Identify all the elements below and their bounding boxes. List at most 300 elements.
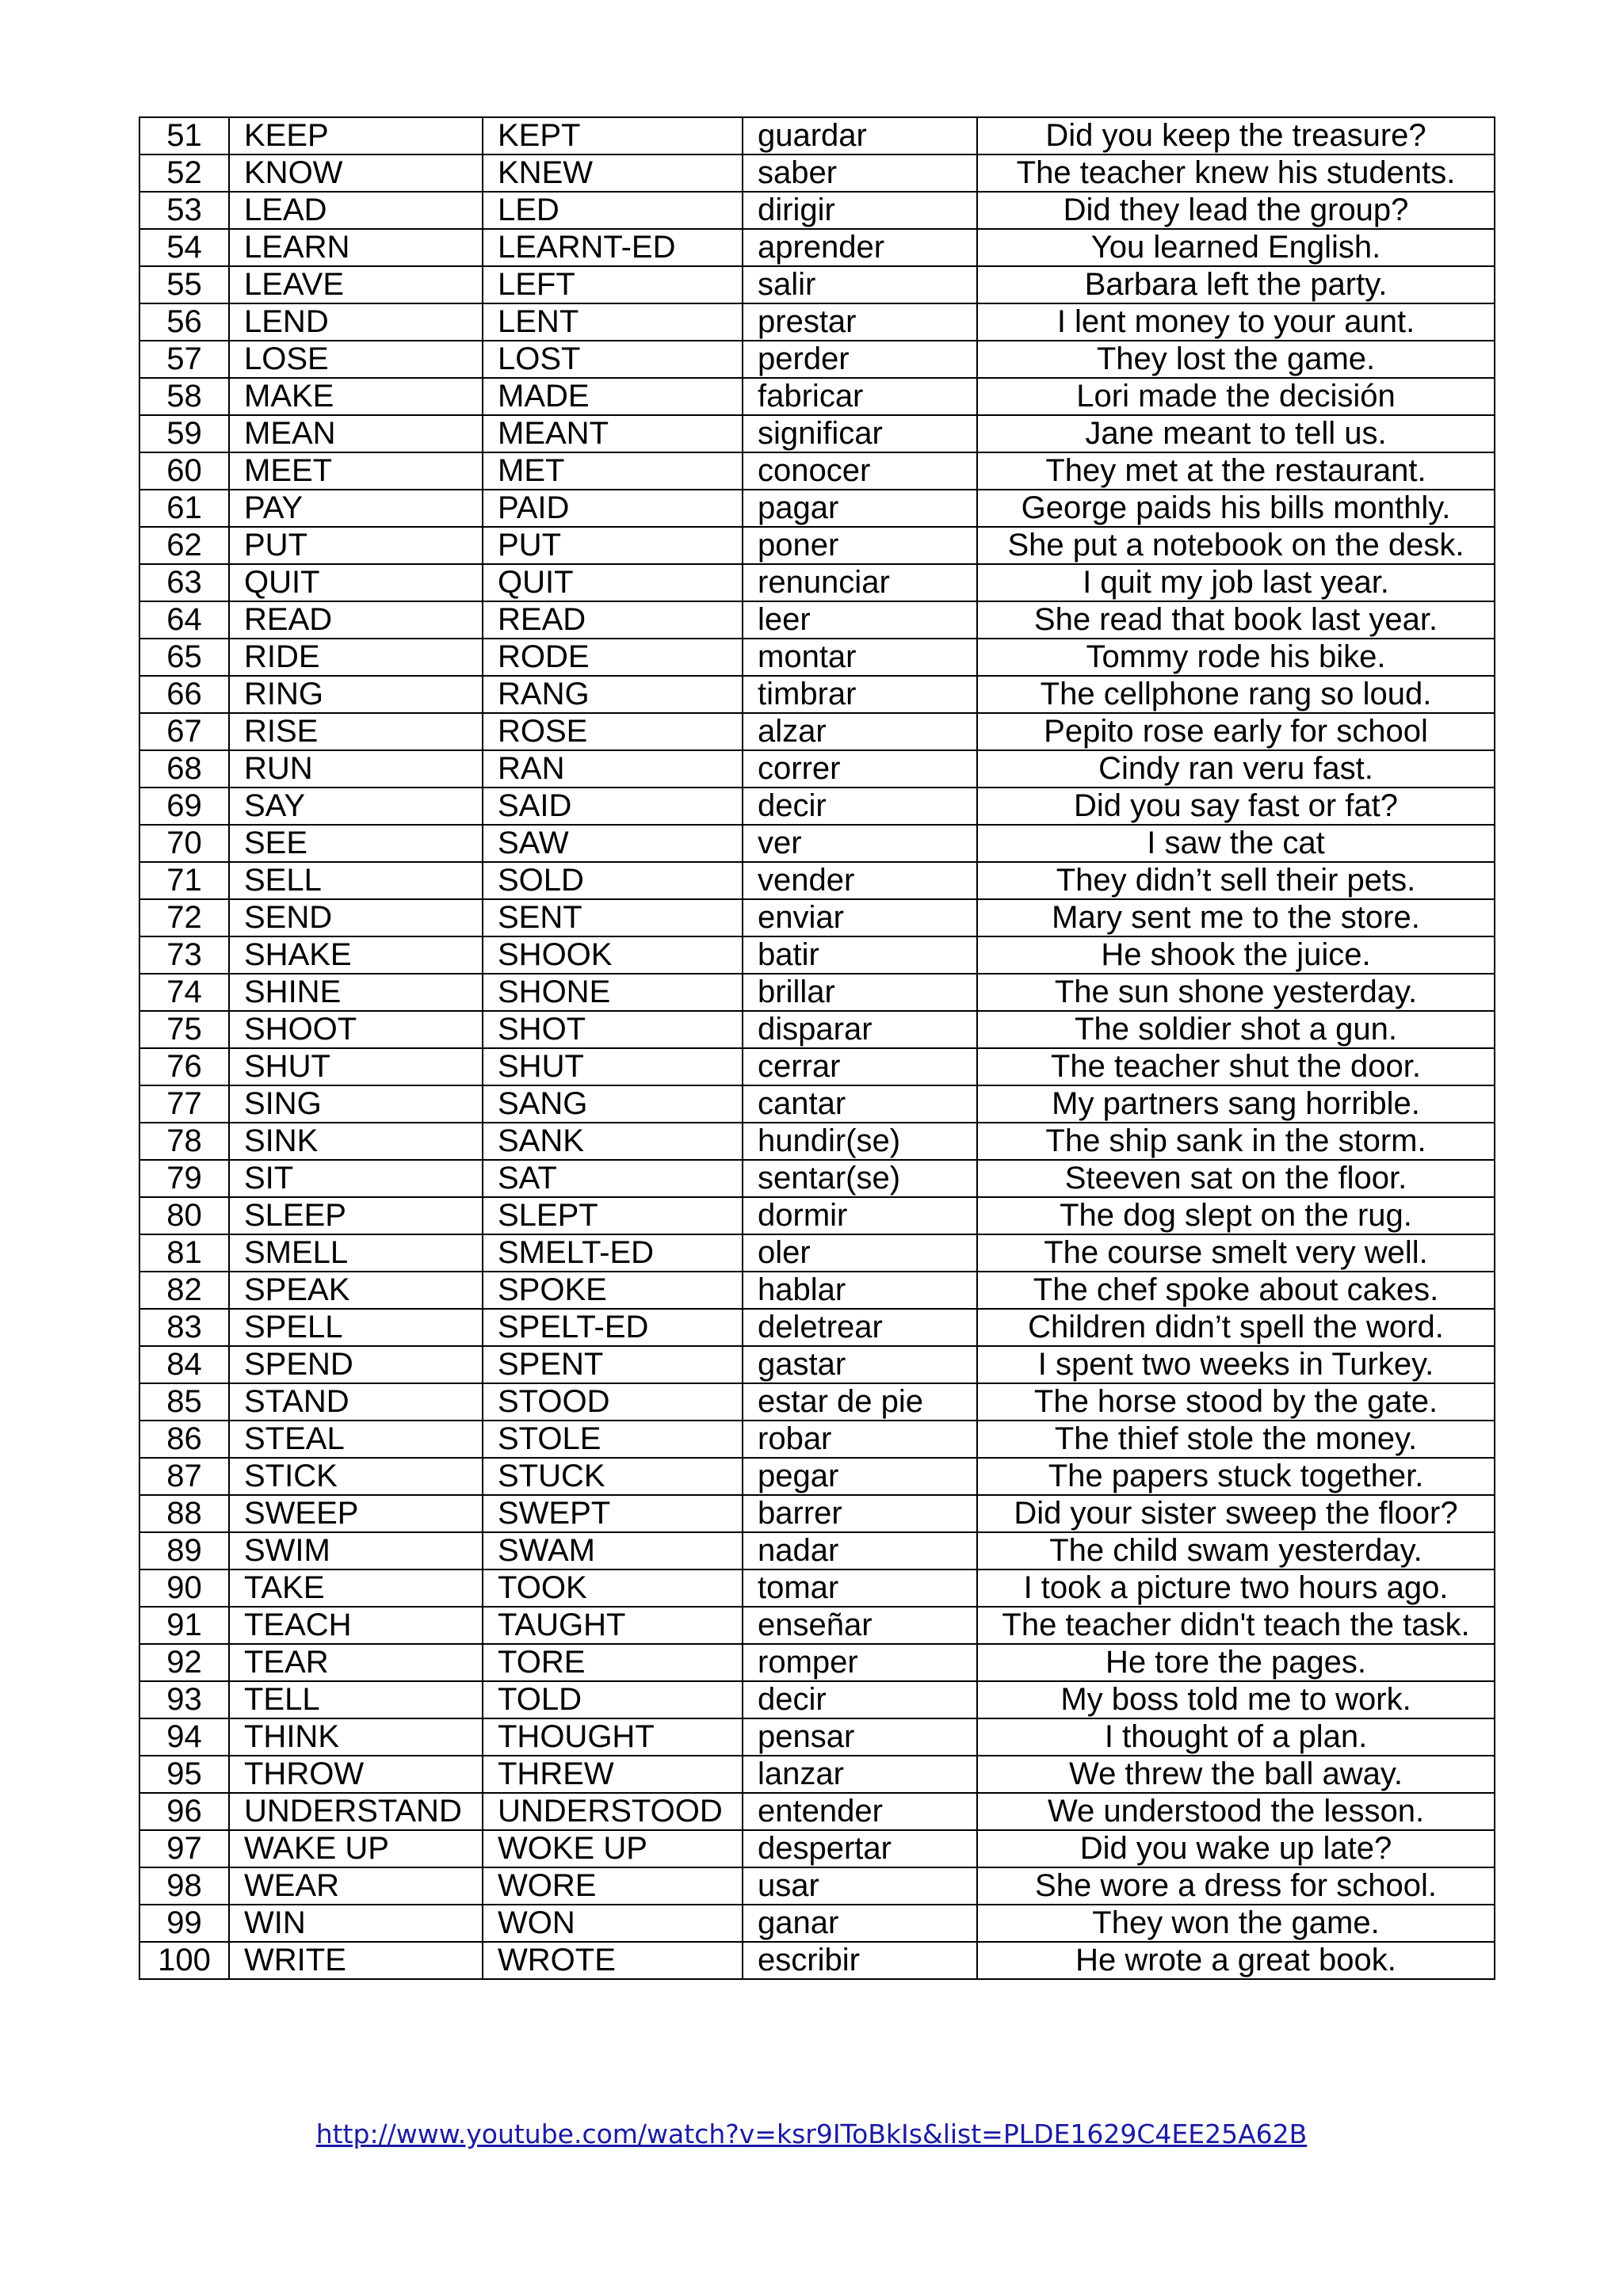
table-row [139,490,1495,527]
past-form-cell: STOOD [483,1383,743,1421]
table-row [139,378,1495,415]
past-form-cell: TORE [483,1644,743,1681]
past-form-cell: TAUGHT [483,1607,743,1644]
past-form-cell: SHUT [483,1048,743,1085]
example-sentence-cell: Did they lead the group? [977,192,1495,229]
base-form-cell: SPEAK [229,1272,483,1309]
example-sentence-cell: They lost the game. [977,341,1495,378]
row-number-cell: 67 [139,713,229,750]
past-form-cell: LED [483,192,743,229]
table-row [139,117,1495,154]
table-row [139,1085,1495,1123]
table-row [139,788,1495,825]
example-sentence-cell: I saw the cat [977,825,1495,862]
past-form-cell: UNDERSTOOD [483,1793,743,1830]
spanish-translation-cell: usar [743,1867,977,1905]
example-sentence-cell: You learned English. [977,229,1495,266]
base-form-cell: SELL [229,862,483,899]
spanish-translation-cell: despertar [743,1830,977,1867]
spanish-translation-cell: guardar [743,117,977,154]
past-form-cell: SHOT [483,1011,743,1048]
table-row [139,1644,1495,1681]
irregular-verbs-table [139,116,1495,1980]
row-number-cell: 99 [139,1905,229,1942]
past-form-cell: KEPT [483,117,743,154]
base-form-cell: SEND [229,899,483,936]
row-number-cell: 58 [139,378,229,415]
table-row [139,639,1495,676]
table-row [139,1234,1495,1272]
spanish-translation-cell: disparar [743,1011,977,1048]
spanish-translation-cell: alzar [743,713,977,750]
base-form-cell: RING [229,676,483,713]
base-form-cell: SEE [229,825,483,862]
example-sentence-cell: He tore the pages. [977,1644,1495,1681]
example-sentence-cell: Pepito rose early for school [977,713,1495,750]
spanish-translation-cell: batir [743,936,977,974]
spanish-translation-cell: leer [743,601,977,639]
row-number-cell: 81 [139,1234,229,1272]
spanish-translation-cell: aprender [743,229,977,266]
example-sentence-cell: The thief stole the money. [977,1421,1495,1458]
example-sentence-cell: Lori made the decisión [977,378,1495,415]
base-form-cell: SHOOT [229,1011,483,1048]
base-form-cell: SINK [229,1123,483,1160]
base-form-cell: TELL [229,1681,483,1718]
example-sentence-cell: She read that book last year. [977,601,1495,639]
row-number-cell: 56 [139,303,229,341]
base-form-cell: PAY [229,490,483,527]
example-sentence-cell: We understood the lesson. [977,1793,1495,1830]
example-sentence-cell: He wrote a great book. [977,1942,1495,1979]
base-form-cell: THINK [229,1718,483,1756]
past-form-cell: SOLD [483,862,743,899]
past-form-cell: MET [483,452,743,490]
spanish-translation-cell: pagar [743,490,977,527]
table-row [139,564,1495,601]
table-row [139,1383,1495,1421]
spanish-translation-cell: escribir [743,1942,977,1979]
spanish-translation-cell: romper [743,1644,977,1681]
example-sentence-cell: The papers stuck together. [977,1458,1495,1495]
row-number-cell: 70 [139,825,229,862]
example-sentence-cell: They met at the restaurant. [977,452,1495,490]
past-form-cell: SMELT-ED [483,1234,743,1272]
example-sentence-cell: The sun shone yesterday. [977,974,1495,1011]
table-row [139,601,1495,639]
base-form-cell: MEET [229,452,483,490]
past-form-cell: SAW [483,825,743,862]
row-number-cell: 59 [139,415,229,452]
spanish-translation-cell: salir [743,266,977,303]
spanish-translation-cell: ganar [743,1905,977,1942]
row-number-cell: 71 [139,862,229,899]
past-form-cell: WON [483,1905,743,1942]
example-sentence-cell: The cellphone rang so loud. [977,676,1495,713]
example-sentence-cell: I thought of a plan. [977,1718,1495,1756]
past-form-cell: RANG [483,676,743,713]
base-form-cell: SWEEP [229,1495,483,1532]
base-form-cell: TEAR [229,1644,483,1681]
past-form-cell: RAN [483,750,743,788]
spanish-translation-cell: robar [743,1421,977,1458]
example-sentence-cell: The teacher knew his students. [977,154,1495,192]
spanish-translation-cell: ver [743,825,977,862]
past-form-cell: SHONE [483,974,743,1011]
row-number-cell: 92 [139,1644,229,1681]
table-row [139,974,1495,1011]
base-form-cell: TAKE [229,1569,483,1607]
base-form-cell: SLEEP [229,1197,483,1234]
row-number-cell: 98 [139,1867,229,1905]
spanish-translation-cell: significar [743,415,977,452]
base-form-cell: WRITE [229,1942,483,1979]
past-form-cell: SPELT-ED [483,1309,743,1346]
past-form-cell: MADE [483,378,743,415]
past-form-cell: READ [483,601,743,639]
table-row [139,825,1495,862]
base-form-cell: PUT [229,527,483,564]
row-number-cell: 89 [139,1532,229,1569]
table-row [139,1756,1495,1793]
spanish-translation-cell: hundir(se) [743,1123,977,1160]
example-sentence-cell: They didn’t sell their pets. [977,862,1495,899]
spanish-translation-cell: conocer [743,452,977,490]
example-sentence-cell: The teacher shut the door. [977,1048,1495,1085]
row-number-cell: 55 [139,266,229,303]
row-number-cell: 95 [139,1756,229,1793]
example-sentence-cell: I spent two weeks in Turkey. [977,1346,1495,1383]
spanish-translation-cell: pensar [743,1718,977,1756]
example-sentence-cell: Children didn’t spell the word. [977,1309,1495,1346]
table-row [139,1942,1495,1979]
example-sentence-cell: Cindy ran veru fast. [977,750,1495,788]
past-form-cell: LOST [483,341,743,378]
spanish-translation-cell: estar de pie [743,1383,977,1421]
table-row [139,1793,1495,1830]
past-form-cell: WROTE [483,1942,743,1979]
base-form-cell: RUN [229,750,483,788]
past-form-cell: QUIT [483,564,743,601]
table-row [139,1309,1495,1346]
base-form-cell: STICK [229,1458,483,1495]
table-row [139,192,1495,229]
table-row [139,1197,1495,1234]
base-form-cell: SAY [229,788,483,825]
base-form-cell: WAKE UP [229,1830,483,1867]
past-form-cell: WOKE UP [483,1830,743,1867]
spanish-translation-cell: gastar [743,1346,977,1383]
table-row [139,1495,1495,1532]
row-number-cell: 80 [139,1197,229,1234]
base-form-cell: SWIM [229,1532,483,1569]
spanish-translation-cell: prestar [743,303,977,341]
row-number-cell: 53 [139,192,229,229]
verb-table-body [139,117,1495,1979]
example-sentence-cell: My partners sang horrible. [977,1085,1495,1123]
row-number-cell: 75 [139,1011,229,1048]
row-number-cell: 57 [139,341,229,378]
table-row [139,862,1495,899]
base-form-cell: SHUT [229,1048,483,1085]
source-video-link[interactable]: http://www.youtube.com/watch?v=ksr9IToBkIs&list=PLDE1629C4EE25A62B [315,2119,1308,2149]
example-sentence-cell: My boss told me to work. [977,1681,1495,1718]
example-sentence-cell: The teacher didn't teach the task. [977,1607,1495,1644]
table-row [139,1905,1495,1942]
spanish-translation-cell: enviar [743,899,977,936]
example-sentence-cell: The horse stood by the gate. [977,1383,1495,1421]
example-sentence-cell: We threw the ball away. [977,1756,1495,1793]
example-sentence-cell: George paids his bills monthly. [977,490,1495,527]
past-form-cell: SAID [483,788,743,825]
spanish-translation-cell: deletrear [743,1309,977,1346]
spanish-translation-cell: saber [743,154,977,192]
past-form-cell: THOUGHT [483,1718,743,1756]
past-form-cell: KNEW [483,154,743,192]
example-sentence-cell: They won the game. [977,1905,1495,1942]
row-number-cell: 76 [139,1048,229,1085]
row-number-cell: 79 [139,1160,229,1197]
past-form-cell: TOOK [483,1569,743,1607]
past-form-cell: WORE [483,1867,743,1905]
spanish-translation-cell: brillar [743,974,977,1011]
base-form-cell: LEAVE [229,266,483,303]
example-sentence-cell: Did your sister sweep the floor? [977,1495,1495,1532]
example-sentence-cell: She wore a dress for school. [977,1867,1495,1905]
row-number-cell: 96 [139,1793,229,1830]
table-row [139,750,1495,788]
row-number-cell: 60 [139,452,229,490]
spanish-translation-cell: nadar [743,1532,977,1569]
base-form-cell: RISE [229,713,483,750]
row-number-cell: 54 [139,229,229,266]
spanish-translation-cell: lanzar [743,1756,977,1793]
table-row [139,1421,1495,1458]
example-sentence-cell: I lent money to your aunt. [977,303,1495,341]
spanish-translation-cell: poner [743,527,977,564]
base-form-cell: SING [229,1085,483,1123]
row-number-cell: 65 [139,639,229,676]
example-sentence-cell: The dog slept on the rug. [977,1197,1495,1234]
spanish-translation-cell: pegar [743,1458,977,1495]
table-row [139,1718,1495,1756]
table-row [139,229,1495,266]
spanish-translation-cell: montar [743,639,977,676]
past-form-cell: SAT [483,1160,743,1197]
table-row [139,452,1495,490]
table-row [139,266,1495,303]
example-sentence-cell: Barbara left the party. [977,266,1495,303]
past-form-cell: SENT [483,899,743,936]
spanish-translation-cell: dirigir [743,192,977,229]
row-number-cell: 85 [139,1383,229,1421]
spanish-translation-cell: oler [743,1234,977,1272]
spanish-translation-cell: tomar [743,1569,977,1607]
row-number-cell: 88 [139,1495,229,1532]
example-sentence-cell: I took a picture two hours ago. [977,1569,1495,1607]
row-number-cell: 64 [139,601,229,639]
example-sentence-cell: Mary sent me to the store. [977,899,1495,936]
example-sentence-cell: The child swam yesterday. [977,1532,1495,1569]
row-number-cell: 69 [139,788,229,825]
past-form-cell: LEARNT-ED [483,229,743,266]
past-form-cell: STOLE [483,1421,743,1458]
example-sentence-cell: I quit my job last year. [977,564,1495,601]
spanish-translation-cell: sentar(se) [743,1160,977,1197]
table-row [139,1160,1495,1197]
table-row [139,1458,1495,1495]
spanish-translation-cell: dormir [743,1197,977,1234]
row-number-cell: 68 [139,750,229,788]
row-number-cell: 87 [139,1458,229,1495]
table-row [139,1569,1495,1607]
base-form-cell: STAND [229,1383,483,1421]
row-number-cell: 63 [139,564,229,601]
spanish-translation-cell: hablar [743,1272,977,1309]
base-form-cell: LOSE [229,341,483,378]
spanish-translation-cell: barrer [743,1495,977,1532]
row-number-cell: 51 [139,117,229,154]
table-row [139,899,1495,936]
past-form-cell: SLEPT [483,1197,743,1234]
past-form-cell: SANG [483,1085,743,1123]
row-number-cell: 91 [139,1607,229,1644]
row-number-cell: 100 [139,1942,229,1979]
table-row [139,1607,1495,1644]
row-number-cell: 62 [139,527,229,564]
table-row [139,936,1495,974]
table-row [139,1867,1495,1905]
base-form-cell: READ [229,601,483,639]
row-number-cell: 61 [139,490,229,527]
base-form-cell: TEACH [229,1607,483,1644]
table-row [139,341,1495,378]
table-row [139,1272,1495,1309]
base-form-cell: WEAR [229,1867,483,1905]
example-sentence-cell: Tommy rode his bike. [977,639,1495,676]
past-form-cell: PUT [483,527,743,564]
base-form-cell: SHAKE [229,936,483,974]
base-form-cell: KEEP [229,117,483,154]
row-number-cell: 52 [139,154,229,192]
row-number-cell: 82 [139,1272,229,1309]
base-form-cell: LEARN [229,229,483,266]
row-number-cell: 66 [139,676,229,713]
example-sentence-cell: Jane meant to tell us. [977,415,1495,452]
base-form-cell: SIT [229,1160,483,1197]
example-sentence-cell: Did you wake up late? [977,1830,1495,1867]
base-form-cell: RIDE [229,639,483,676]
base-form-cell: SPELL [229,1309,483,1346]
base-form-cell: THROW [229,1756,483,1793]
past-form-cell: SANK [483,1123,743,1160]
row-number-cell: 84 [139,1346,229,1383]
base-form-cell: MAKE [229,378,483,415]
example-sentence-cell: The ship sank in the storm. [977,1123,1495,1160]
example-sentence-cell: The chef spoke about cakes. [977,1272,1495,1309]
spanish-translation-cell: enseñar [743,1607,977,1644]
table-row [139,1346,1495,1383]
example-sentence-cell: Did you say fast or fat? [977,788,1495,825]
spanish-translation-cell: renunciar [743,564,977,601]
base-form-cell: SPEND [229,1346,483,1383]
past-form-cell: SPENT [483,1346,743,1383]
base-form-cell: QUIT [229,564,483,601]
past-form-cell: SPOKE [483,1272,743,1309]
past-form-cell: ROSE [483,713,743,750]
spanish-translation-cell: fabricar [743,378,977,415]
spanish-translation-cell: cerrar [743,1048,977,1085]
spanish-translation-cell: vender [743,862,977,899]
base-form-cell: LEND [229,303,483,341]
past-form-cell: TOLD [483,1681,743,1718]
table-row [139,676,1495,713]
table-row [139,154,1495,192]
base-form-cell: STEAL [229,1421,483,1458]
row-number-cell: 73 [139,936,229,974]
past-form-cell: MEANT [483,415,743,452]
row-number-cell: 90 [139,1569,229,1607]
past-form-cell: SWEPT [483,1495,743,1532]
table-row [139,415,1495,452]
past-form-cell: SWAM [483,1532,743,1569]
spanish-translation-cell: decir [743,1681,977,1718]
row-number-cell: 86 [139,1421,229,1458]
table-row [139,1532,1495,1569]
example-sentence-cell: The soldier shot a gun. [977,1011,1495,1048]
row-number-cell: 78 [139,1123,229,1160]
past-form-cell: SHOOK [483,936,743,974]
base-form-cell: KNOW [229,154,483,192]
table-row [139,1830,1495,1867]
base-form-cell: LEAD [229,192,483,229]
spanish-translation-cell: entender [743,1793,977,1830]
table-row [139,1123,1495,1160]
row-number-cell: 72 [139,899,229,936]
example-sentence-cell: The course smelt very well. [977,1234,1495,1272]
base-form-cell: MEAN [229,415,483,452]
spanish-translation-cell: cantar [743,1085,977,1123]
base-form-cell: WIN [229,1905,483,1942]
example-sentence-cell: Steeven sat on the floor. [977,1160,1495,1197]
example-sentence-cell: Did you keep the treasure? [977,117,1495,154]
row-number-cell: 74 [139,974,229,1011]
table-row [139,713,1495,750]
example-sentence-cell: She put a notebook on the desk. [977,527,1495,564]
base-form-cell: SHINE [229,974,483,1011]
table-row [139,1048,1495,1085]
past-form-cell: PAID [483,490,743,527]
row-number-cell: 93 [139,1681,229,1718]
spanish-translation-cell: decir [743,788,977,825]
base-form-cell: SMELL [229,1234,483,1272]
table-row [139,303,1495,341]
table-row [139,527,1495,564]
row-number-cell: 97 [139,1830,229,1867]
table-row [139,1011,1495,1048]
row-number-cell: 77 [139,1085,229,1123]
row-number-cell: 94 [139,1718,229,1756]
table-row [139,1681,1495,1718]
past-form-cell: STUCK [483,1458,743,1495]
past-form-cell: THREW [483,1756,743,1793]
past-form-cell: RODE [483,639,743,676]
spanish-translation-cell: correr [743,750,977,788]
example-sentence-cell: He shook the juice. [977,936,1495,974]
spanish-translation-cell: perder [743,341,977,378]
past-form-cell: LENT [483,303,743,341]
spanish-translation-cell: timbrar [743,676,977,713]
